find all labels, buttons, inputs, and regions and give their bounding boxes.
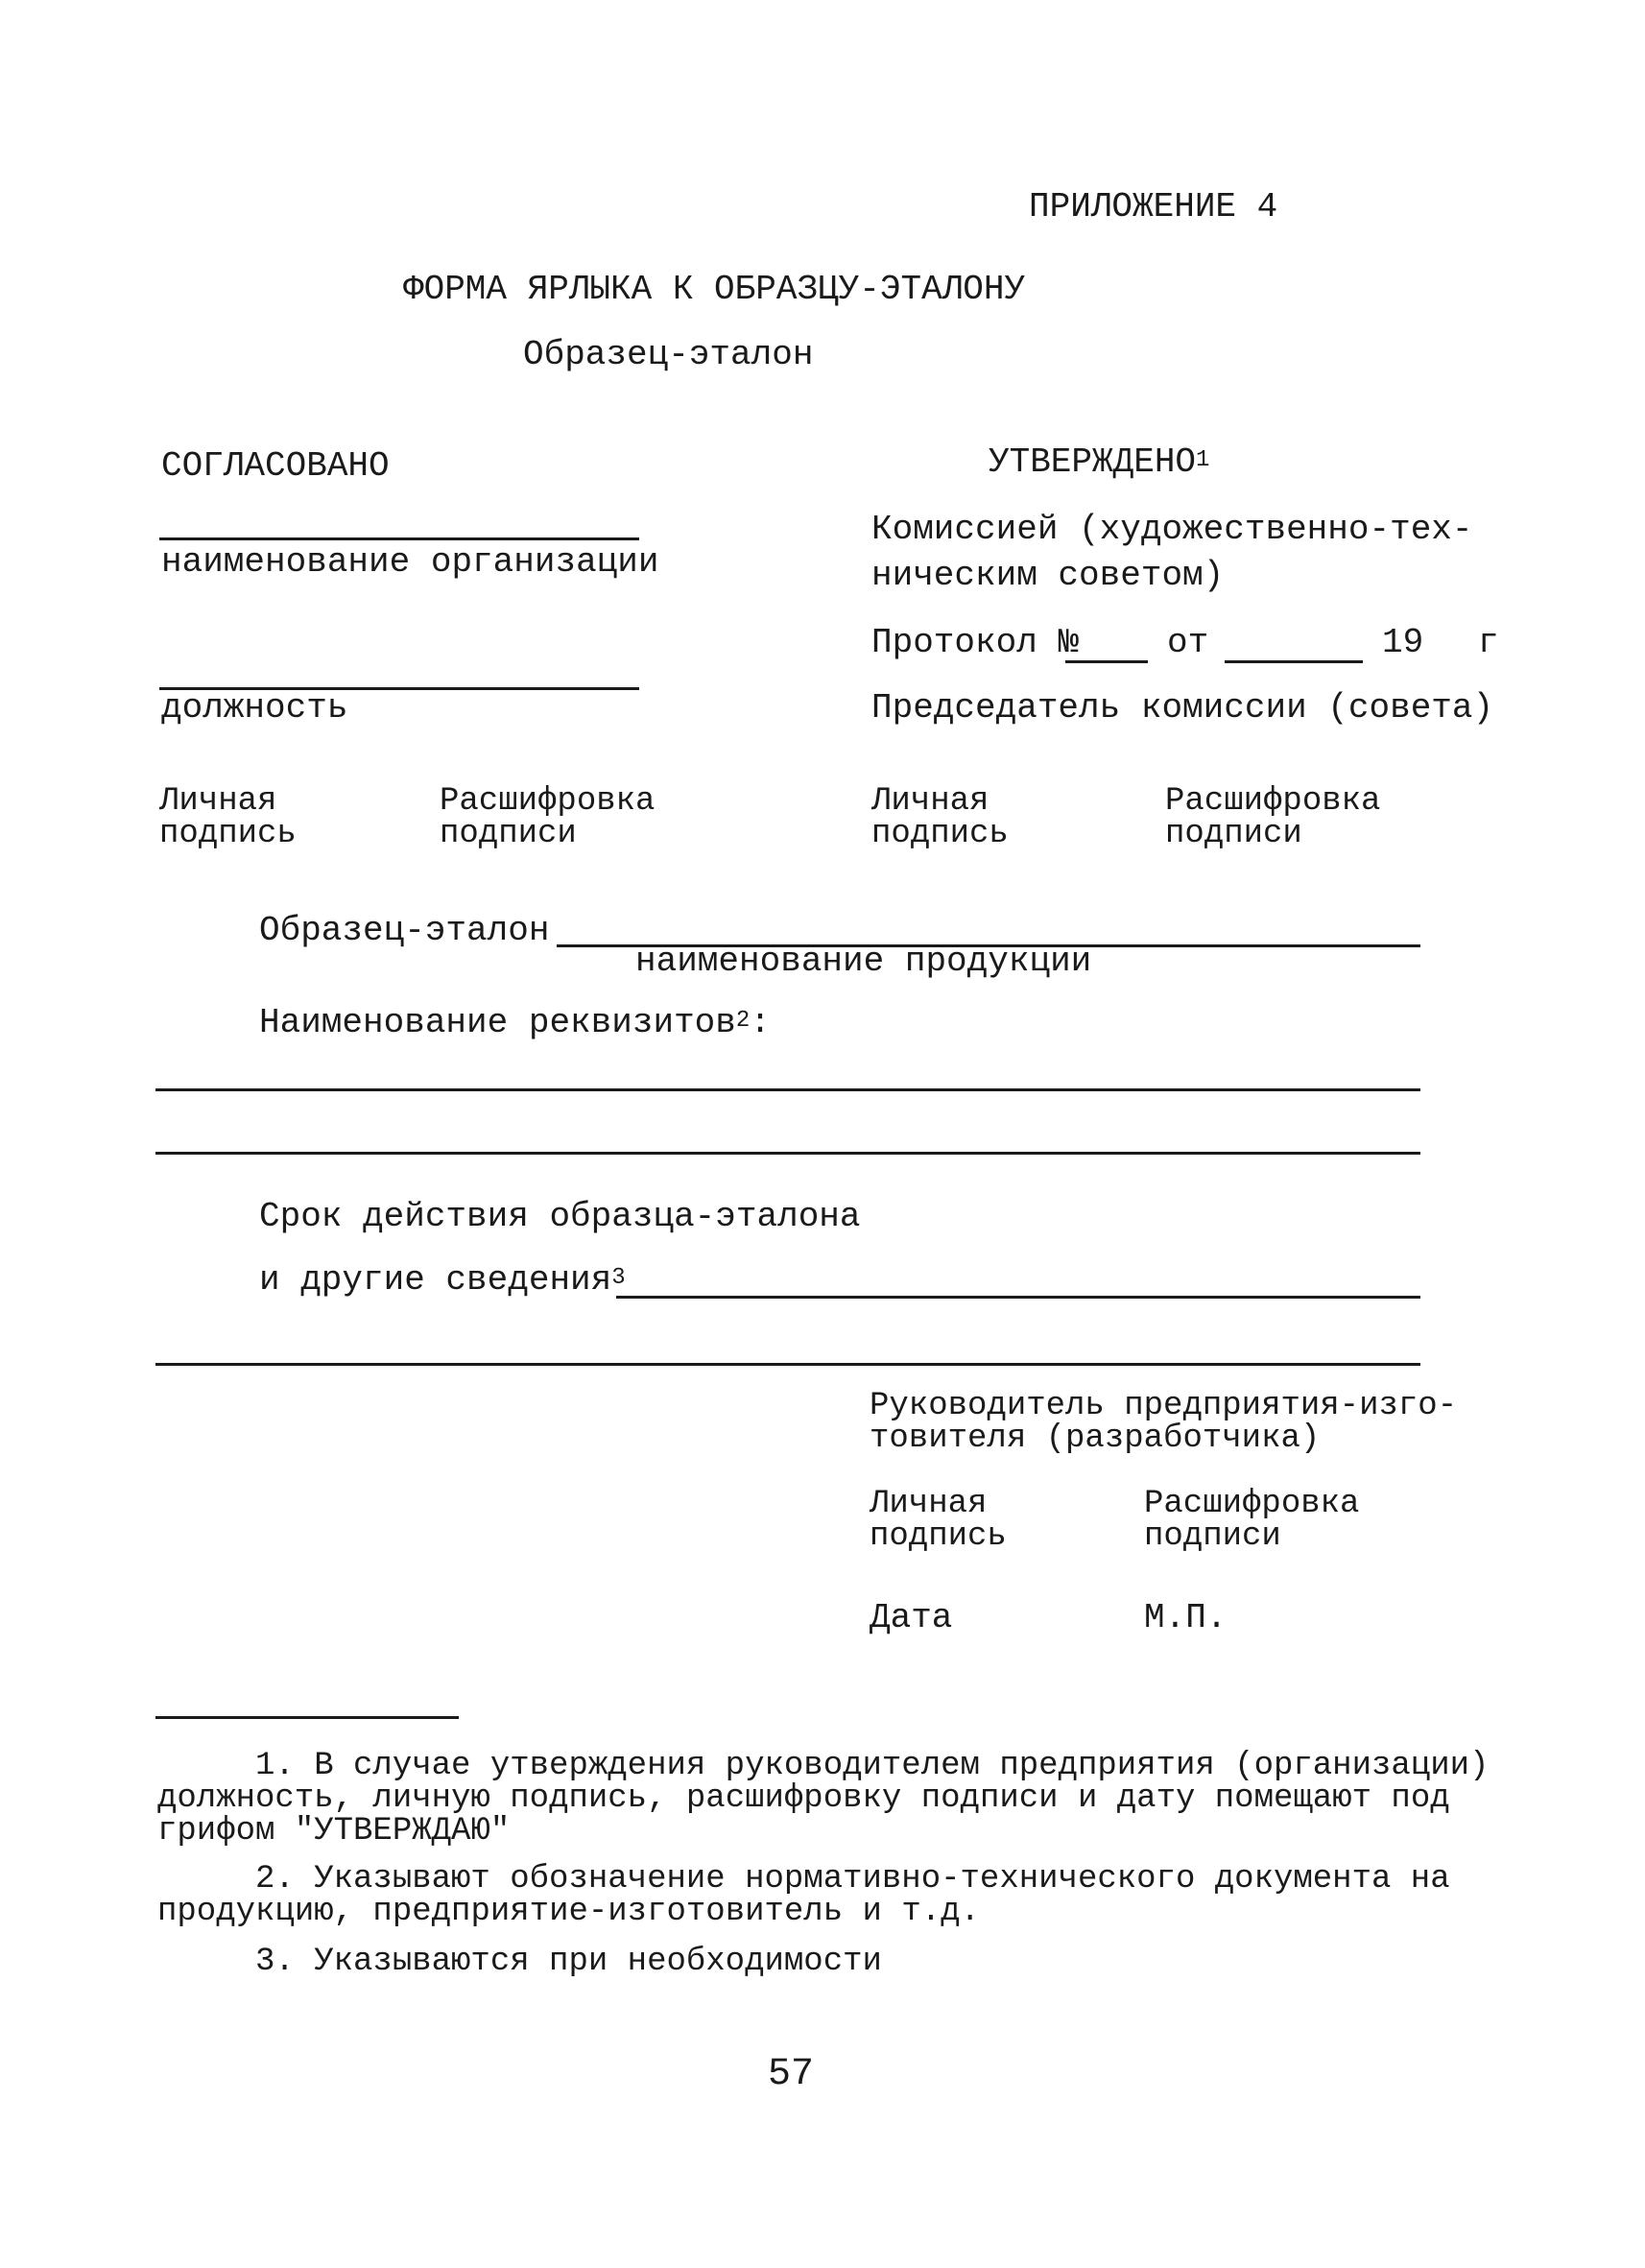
commission-line-2: ническим советом) — [871, 556, 1225, 595]
manufacturer-head — [870, 1390, 1457, 1455]
left-signature-line1: Личная — [159, 783, 277, 820]
form-title: ФОРМА ЯРЛЫКА К ОБРАЗЦУ-ЭТАЛОНУ — [403, 270, 1026, 309]
approved-text: УТВЕРЖДЕНО — [989, 442, 1197, 482]
requisites-label — [259, 1004, 771, 1046]
right-signature-line2: подпись — [871, 816, 1009, 852]
left-decode-line2: подписи — [440, 816, 577, 852]
validity-fill-line — [616, 1296, 1420, 1299]
left-signature-decode-label — [440, 785, 655, 850]
commission-line-1: Комиссией (художественно-тех- — [871, 510, 1473, 549]
footnote-ref-3: 3 — [611, 1265, 626, 1291]
sample-label: Образец-эталон — [259, 911, 550, 950]
left-signature-line2: подпись — [159, 816, 297, 852]
seal-label: М.П. — [1144, 1598, 1228, 1637]
footnote-1-line1: 1. В случае утверждения руководителем предприятия (организации) — [255, 1748, 1490, 1784]
manufacturer-signature-label — [870, 1488, 1007, 1553]
left-signature-label — [159, 785, 297, 850]
validity-line-extra — [155, 1363, 1420, 1366]
right-decode-line2: подписи — [1165, 816, 1302, 852]
footnote-separator — [155, 1716, 459, 1719]
footnote-ref-2: 2 — [735, 1008, 751, 1034]
footnote-2-line1: 2. Указывают обозначение нормативно-технического документа на — [255, 1861, 1450, 1898]
manufacturer-decode-line1: Расшифровка — [1144, 1486, 1360, 1522]
left-decode-line1: Расшифровка — [440, 783, 656, 820]
product-caption: наименование продукции — [635, 942, 1092, 981]
manufacturer-head-line1: Руководитель предприятия-изго- — [870, 1388, 1458, 1424]
manufacturer-signature-line1: Личная — [870, 1486, 988, 1522]
requisites-line-2 — [155, 1152, 1420, 1155]
right-decode-line1: Расшифровка — [1165, 783, 1381, 820]
footnote-1-line2: должность, личную подпись, расшифровку подписи и дату помещают под — [157, 1780, 1450, 1817]
validity-line-1: Срок действия образца-эталона — [259, 1197, 861, 1236]
organization-line — [159, 537, 639, 540]
protocol-from: от — [1167, 623, 1209, 662]
validity-line-2 — [259, 1261, 626, 1303]
protocol-date-line — [1225, 660, 1363, 663]
protocol-number-line — [1065, 660, 1148, 663]
requisites-line-1 — [155, 1088, 1420, 1091]
date-label: Дата — [870, 1598, 953, 1637]
form-subtitle: Образец-эталон — [523, 335, 814, 374]
organization-caption: наименование организации — [161, 542, 659, 582]
manufacturer-head-line2: товителя (разработчика) — [870, 1420, 1321, 1457]
requisites-text: Наименование реквизитов — [259, 1003, 736, 1042]
right-signature-line1: Личная — [871, 783, 989, 820]
chairman-label: Председатель комиссии (совета) — [871, 688, 1494, 728]
approved-heading — [989, 443, 1209, 486]
footnote-1-line3: грифом "УТВЕРЖДАЮ" — [157, 1813, 511, 1850]
page-number: 57 — [768, 2053, 815, 2096]
appendix-label: ПРИЛОЖЕНИЕ 4 — [1029, 187, 1278, 227]
manufacturer-decode-label — [1144, 1488, 1359, 1553]
right-signature-label — [871, 785, 1009, 850]
footnote-3-line1: 3. Указываются при необходимости — [255, 1944, 882, 1980]
protocol-year-suffix: г — [1478, 623, 1499, 662]
position-caption: должность — [161, 688, 348, 728]
protocol-year: 19 — [1382, 623, 1424, 662]
footnote-2-line2: продукцию, предприятие-изготовитель и т.д. — [157, 1894, 980, 1930]
validity-text: и другие сведения — [259, 1260, 612, 1300]
protocol-label: Протокол № — [871, 623, 1080, 662]
manufacturer-decode-line2: подписи — [1144, 1518, 1281, 1555]
footnote-ref-1: 1 — [1196, 447, 1210, 473]
requisites-colon: : — [750, 1003, 771, 1042]
agreed-heading: СОГЛАСОВАНО — [161, 446, 390, 486]
right-signature-decode-label — [1165, 785, 1380, 850]
manufacturer-signature-line2: подпись — [870, 1518, 1007, 1555]
